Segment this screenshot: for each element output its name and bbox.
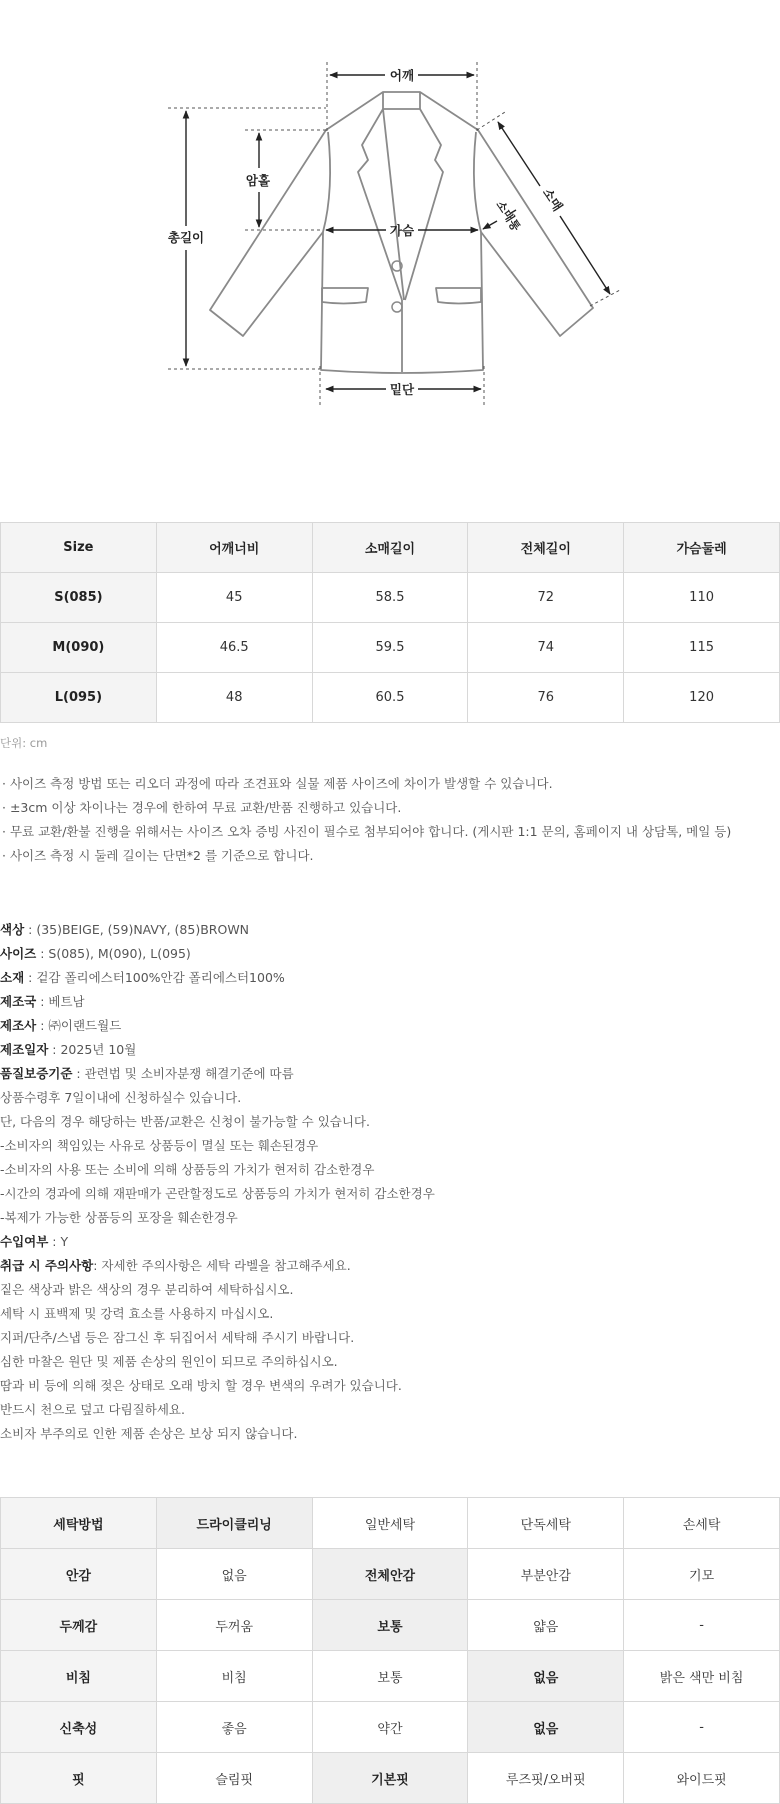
size-table-header: Size	[1, 523, 157, 573]
size-cell: 45	[156, 573, 312, 623]
care-cell: 밝은 색만 비침	[624, 1651, 780, 1702]
info-text	[0, 1158, 780, 1182]
care-cell: 얇음	[468, 1600, 624, 1651]
info-warranty	[0, 1062, 780, 1086]
care-cell: 두꺼움	[156, 1600, 312, 1651]
care-row-head: 신축성	[1, 1702, 157, 1753]
label-chest: 가슴	[389, 223, 415, 238]
info-label: 사이즈	[0, 946, 37, 961]
size-table-row	[1, 673, 780, 723]
care-cell: 전체안감	[312, 1549, 468, 1600]
info-value: -복제가 가능한 상품등의 포장을 훼손한경우	[0, 1210, 238, 1225]
info-caution	[0, 1254, 780, 1278]
care-cell: -	[624, 1702, 780, 1753]
care-cell: 루즈핏/오버핏	[468, 1753, 624, 1804]
size-cell: 115	[624, 623, 780, 673]
size-label: L(095)	[1, 673, 157, 723]
info-color	[0, 918, 780, 942]
info-country	[0, 990, 780, 1014]
info-value: : S(085), M(090), L(095)	[36, 946, 191, 961]
info-text	[0, 1398, 780, 1422]
info-value: : (35)BEIGE, (59)NAVY, (85)BROWN	[24, 922, 250, 937]
size-cell: 110	[624, 573, 780, 623]
care-row-fit	[1, 1753, 780, 1804]
info-text	[0, 1134, 780, 1158]
info-value: : 관련법 및 소비자분쟁 해결기준에 따름	[72, 1066, 294, 1081]
info-value: -시간의 경과에 의해 재판매가 곤란할정도로 상품등의 가치가 현저히 감소한경우	[0, 1186, 435, 1201]
label-shoulder: 어깨	[389, 68, 415, 83]
info-value: -소비자의 책임있는 사유로 상품등이 멸실 또는 훼손된경우	[0, 1138, 319, 1153]
size-cell: 72	[468, 573, 624, 623]
size-table	[0, 522, 780, 723]
info-text	[0, 1374, 780, 1398]
button-bottom	[392, 302, 402, 312]
size-cell: 76	[468, 673, 624, 723]
label-hem: 밑단	[389, 382, 415, 397]
info-value: 소비자 부주의로 인한 제품 손상은 보상 되지 않습니다.	[0, 1426, 298, 1441]
care-cell: 없음	[468, 1702, 624, 1753]
note-item: · 무료 교환/환불 진행을 위해서는 사이즈 오차 증빙 사진이 필수로 첨부되어야 합니다. (게시판 1:1 문의, 홈페이지 내 상담톡, 메일 등)	[2, 824, 732, 839]
size-table-header: 소매길이	[312, 523, 468, 573]
care-row-head: 핏	[1, 1753, 157, 1804]
info-value: 상품수령후 7일이내에 신청하실수 있습니다.	[0, 1090, 242, 1105]
info-value: : 자세한 주의사항은 세탁 라벨을 참고해주세요.	[93, 1258, 351, 1273]
size-table-header: 어깨너비	[156, 523, 312, 573]
size-table-header: 가슴둘레	[624, 523, 780, 573]
label-total-length: 총길이	[167, 230, 205, 245]
label-armhole: 암홀	[245, 173, 271, 188]
label-sleeve: 소매	[539, 185, 566, 214]
info-text	[0, 1422, 780, 1446]
care-cell: 약간	[312, 1702, 468, 1753]
info-label: 제조국	[0, 994, 37, 1009]
size-cell: 59.5	[312, 623, 468, 673]
info-text	[0, 1110, 780, 1134]
info-label: 제조일자	[0, 1042, 49, 1057]
info-value: : Y	[48, 1234, 69, 1249]
care-cell: 일반세탁	[312, 1498, 468, 1549]
care-table	[0, 1497, 780, 1804]
care-cell: 슬림핏	[156, 1753, 312, 1804]
info-value: : ㈜이랜드월드	[36, 1018, 122, 1033]
size-cell: 120	[624, 673, 780, 723]
care-row-thickness	[1, 1600, 780, 1651]
info-value: -소비자의 사용 또는 소비에 의해 상품등의 가치가 현저히 감소한경우	[0, 1162, 375, 1177]
care-row-sheerness	[1, 1651, 780, 1702]
info-value: : 2025년 10월	[48, 1042, 137, 1057]
care-cell: 손세탁	[624, 1498, 780, 1549]
care-row-wash	[1, 1498, 780, 1549]
info-value: : 겉감 폴리에스터100%안감 폴리에스터100%	[24, 970, 285, 985]
info-text	[0, 1206, 780, 1230]
info-value: 짙은 색상과 밝은 색상의 경우 분리하여 세탁하십시오.	[0, 1282, 294, 1297]
size-table-row	[1, 623, 780, 673]
size-cell: 46.5	[156, 623, 312, 673]
note-item: · 사이즈 측정 방법 또는 리오더 과정에 따라 조견표와 실물 제품 사이즈에 차이가 발생할 수 있습니다.	[2, 776, 553, 791]
care-cell: 부분안감	[468, 1549, 624, 1600]
note-item: · ±3cm 이상 차이나는 경우에 한하여 무료 교환/반품 진행하고 있습니다.	[2, 800, 402, 815]
info-material	[0, 966, 780, 990]
product-info	[0, 918, 780, 1446]
label-sleeve-width: 소매통	[493, 198, 524, 234]
info-text	[0, 1278, 780, 1302]
care-row-head: 비침	[1, 1651, 157, 1702]
info-value: 반드시 천으로 덮고 다림질하세요.	[0, 1402, 185, 1417]
size-table-header-row	[1, 523, 780, 573]
info-text	[0, 1350, 780, 1374]
info-value: 세탁 시 표백제 및 강력 효소를 사용하지 마십시오.	[0, 1306, 274, 1321]
info-manufacturer	[0, 1014, 780, 1038]
size-label: M(090)	[1, 623, 157, 673]
unit-note: 단위: cm	[0, 736, 48, 750]
info-text	[0, 1326, 780, 1350]
size-cell: 74	[468, 623, 624, 673]
info-size	[0, 942, 780, 966]
care-row-head: 두께감	[1, 1600, 157, 1651]
care-cell: 단독세탁	[468, 1498, 624, 1549]
size-cell: 48	[156, 673, 312, 723]
size-label: S(085)	[1, 573, 157, 623]
care-cell: 기모	[624, 1549, 780, 1600]
care-cell: 드라이클리닝	[156, 1498, 312, 1549]
care-cell: 보통	[312, 1651, 468, 1702]
info-label: 제조사	[0, 1018, 37, 1033]
jacket-diagram	[0, 0, 780, 470]
info-text	[0, 1182, 780, 1206]
size-table-row	[1, 573, 780, 623]
care-cell: 보통	[312, 1600, 468, 1651]
info-value: : 베트남	[36, 994, 85, 1009]
care-cell: 와이드핏	[624, 1753, 780, 1804]
info-value: 지퍼/단추/스냅 등은 잠그신 후 뒤집어서 세탁해 주시기 바랍니다.	[0, 1330, 355, 1345]
info-text	[0, 1086, 780, 1110]
info-value: 단, 다음의 경우 해당하는 반품/교환은 신청이 불가능할 수 있습니다.	[0, 1114, 370, 1129]
info-label: 수입여부	[0, 1234, 49, 1249]
care-cell: 없음	[468, 1651, 624, 1702]
info-import	[0, 1230, 780, 1254]
care-row-lining	[1, 1549, 780, 1600]
care-cell: 기본핏	[312, 1753, 468, 1804]
info-date	[0, 1038, 780, 1062]
info-label: 소재	[0, 970, 25, 985]
care-cell: 없음	[156, 1549, 312, 1600]
care-row-head: 안감	[1, 1549, 157, 1600]
note-item: · 사이즈 측정 시 둘레 길이는 단면*2 를 기준으로 합니다.	[2, 848, 314, 863]
care-row-head: 세탁방법	[1, 1498, 157, 1549]
care-cell: -	[624, 1600, 780, 1651]
size-cell: 60.5	[312, 673, 468, 723]
size-notes	[0, 772, 780, 868]
size-table-header: 전체길이	[468, 523, 624, 573]
info-value: 심한 마찰은 원단 및 제품 손상의 원인이 되므로 주의하십시오.	[0, 1354, 338, 1369]
care-cell: 좋음	[156, 1702, 312, 1753]
info-label: 색상	[0, 922, 25, 937]
care-row-stretch	[1, 1702, 780, 1753]
info-label: 취급 시 주의사항	[0, 1258, 94, 1273]
info-label: 품질보증기준	[0, 1066, 73, 1081]
measurement-diagram	[0, 0, 780, 470]
info-value: 땀과 비 등에 의해 젖은 상태로 오래 방치 할 경우 변색의 우려가 있습니다.	[0, 1378, 402, 1393]
size-cell: 58.5	[312, 573, 468, 623]
care-cell: 비침	[156, 1651, 312, 1702]
info-text	[0, 1302, 780, 1326]
